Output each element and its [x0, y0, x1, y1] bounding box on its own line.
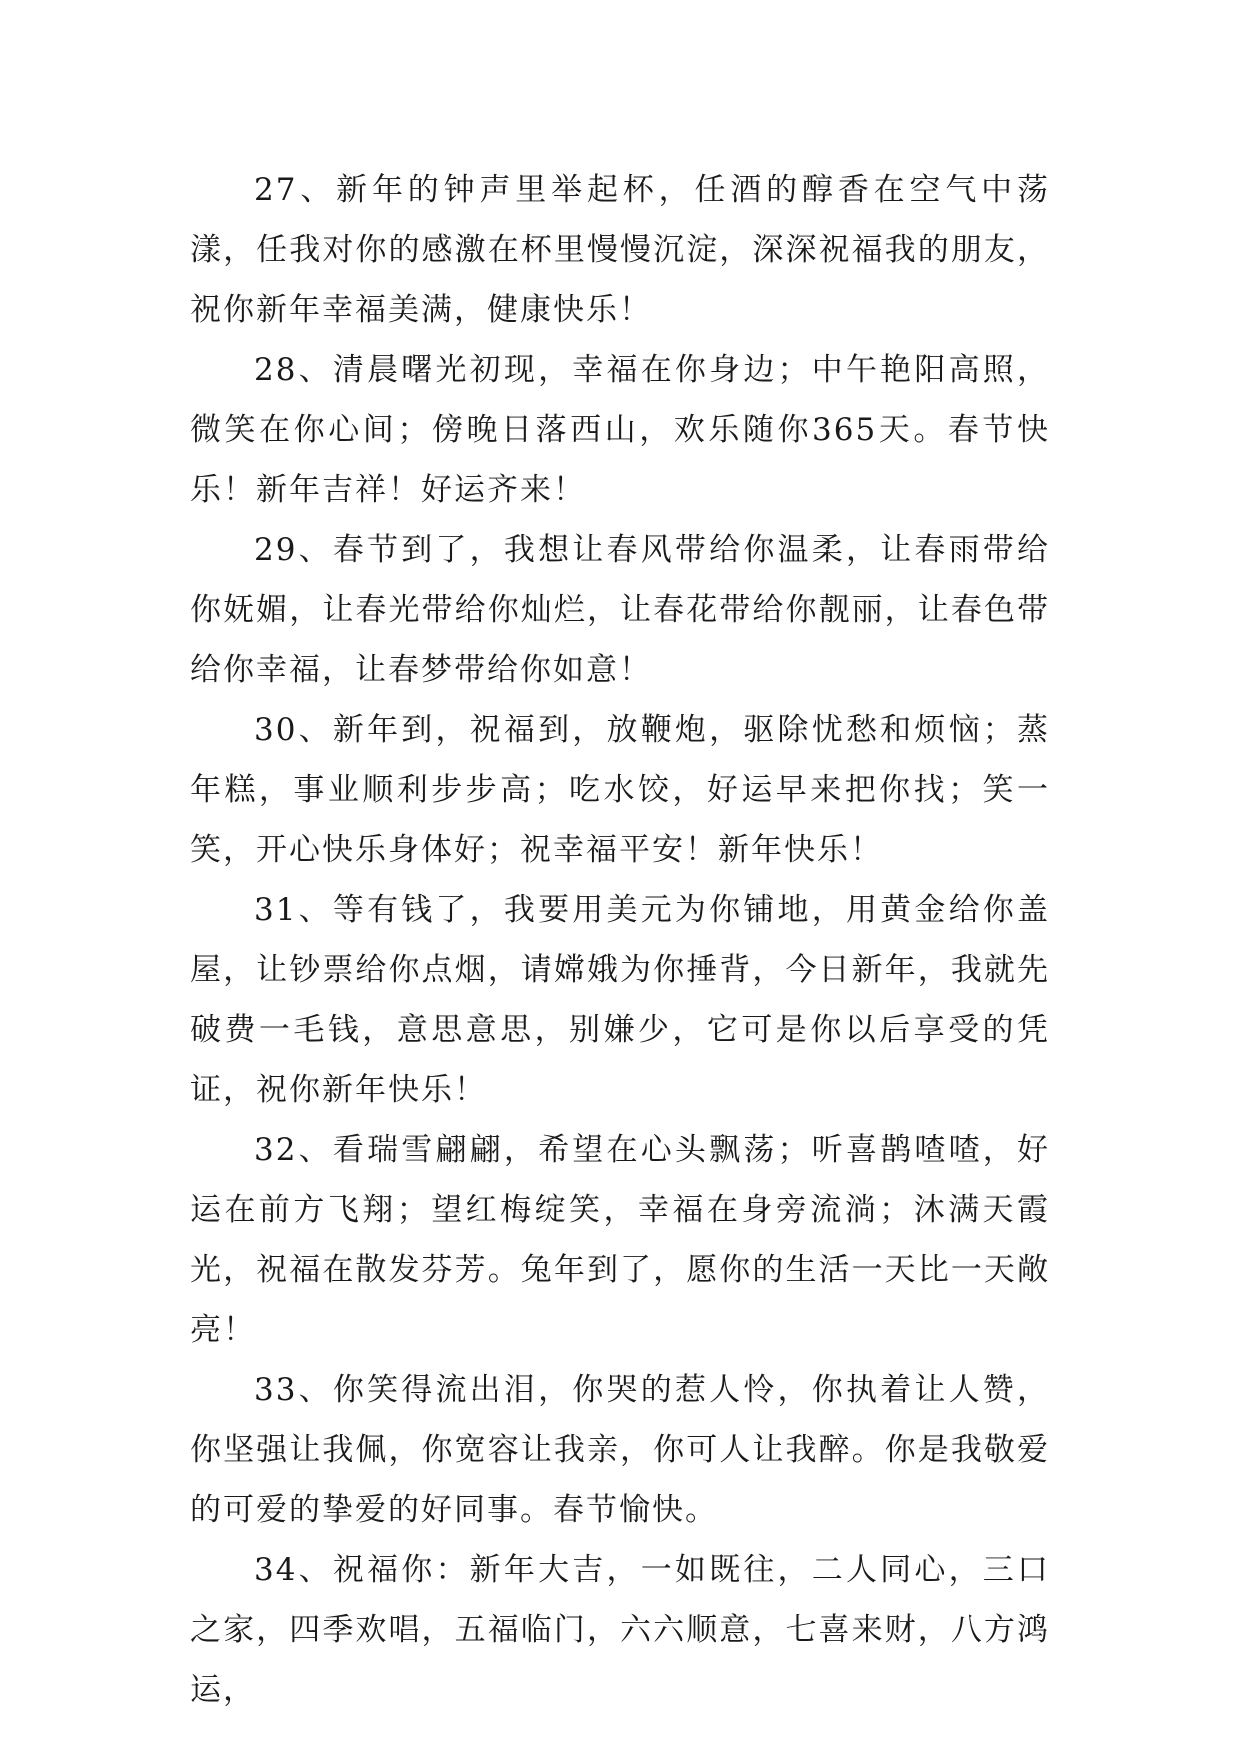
paragraph-32: 32、看瑞雪翩翩，希望在心头飘荡；听喜鹊喳喳，好运在前方飞翔；望红梅绽笑，幸福在身旁流淌；沐满天霞光，祝福在散发芬芳。兔年到了，愿你的生活一天比一天敞亮！ [190, 1132, 1050, 1348]
paragraph-34: 34、祝福你：新年大吉，一如既往，二人同心，三口之家，四季欢唱，五福临门，六六顺意，七喜来财，八方鸿运， [190, 1552, 1050, 1708]
document-body [190, 160, 1050, 1720]
paragraph-31: 31、等有钱了，我要用美元为你铺地，用黄金给你盖屋，让钞票给你点烟，请嫦娥为你捶背，今日新年，我就先破费一毛钱，意思意思，别嫌少，它可是你以后享受的凭证，祝你新年快乐！ [190, 892, 1050, 1108]
paragraph-27: 27、新年的钟声里举起杯，任酒的醇香在空气中荡漾，任我对你的感激在杯里慢慢沉淀，深深祝福我的朋友，祝你新年幸福美满，健康快乐！ [190, 172, 1050, 328]
paragraph-33: 33、你笑得流出泪，你哭的惹人怜，你执着让人赞，你坚强让我佩，你宽容让我亲，你可人让我醉。你是我敬爱的可爱的挚爱的好同事。春节愉快。 [190, 1372, 1050, 1528]
paragraph-28: 28、清晨曙光初现，幸福在你身边；中午艳阳高照，微笑在你心间；傍晚日落西山，欢乐随你365天。春节快乐！新年吉祥！好运齐来！ [190, 352, 1050, 508]
paragraph-29: 29、春节到了，我想让春风带给你温柔，让春雨带给你妩媚，让春光带给你灿烂，让春花带给你靓丽，让春色带给你幸福，让春梦带给你如意！ [190, 532, 1050, 688]
paragraph-30: 30、新年到，祝福到，放鞭炮，驱除忧愁和烦恼；蒸年糕，事业顺利步步高；吃水饺，好运早来把你找；笑一笑，开心快乐身体好；祝幸福平安！新年快乐！ [190, 712, 1050, 868]
